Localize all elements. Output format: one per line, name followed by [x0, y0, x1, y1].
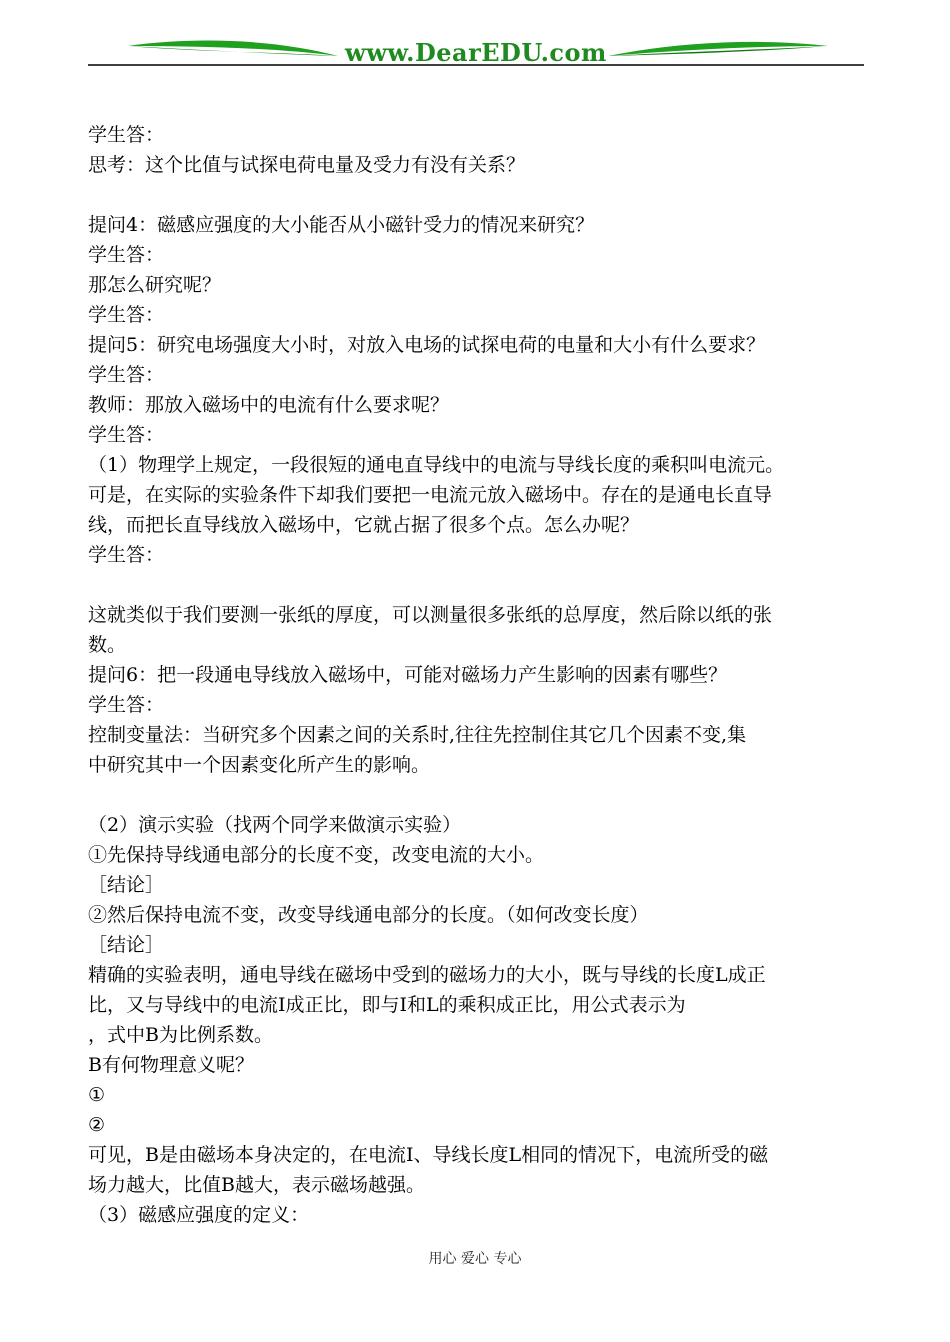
text-line: 数。: [88, 634, 127, 656]
text-line: （2）演示实验（找两个同学来做演示实验）: [88, 814, 462, 836]
text-line: ，式中B为比例系数。: [88, 1024, 273, 1046]
text-line: 中研究其中一个因素变化所产生的影响。: [88, 754, 431, 776]
text-line: 学生答：: [88, 124, 165, 146]
text-line: 学生答：: [88, 244, 165, 266]
text-line: 控制变量法：当研究多个因素之间的关系时,往往先控制住其它几个因素不变,集: [88, 724, 747, 746]
text-line: ①先保持导线通电部分的长度不变，改变电流的大小。: [88, 844, 545, 866]
text-line: ［结论］: [88, 934, 165, 956]
text-line: 这就类似于我们要测一张纸的厚度，可以测量很多张纸的总厚度，然后除以纸的张: [88, 604, 773, 626]
text-line: 提问6：把一段通电导线放入磁场中，可能对磁场力产生影响的因素有哪些？: [88, 664, 728, 686]
site-logo-text: www.DearEDU.com: [345, 38, 607, 67]
text-line: 可见，B是由磁场本身决定的，在电流I、导线长度L相同的情况下，电流所受的磁: [88, 1144, 769, 1166]
text-line: 学生答：: [88, 694, 165, 716]
text-line: 学生答：: [88, 364, 165, 386]
text-line: ②然后保持电流不变，改变导线通电部分的长度。（如何改变长度）: [88, 904, 649, 926]
text-line: 教师：那放入磁场中的电流有什么要求呢？: [88, 394, 450, 416]
page-footer: 用心 爱心 专心: [428, 1251, 522, 1267]
document-body: [88, 120, 866, 1230]
text-line: 提问5：研究电场强度大小时，对放入电场的试探电荷的电量和大小有什么要求？: [88, 334, 766, 356]
page-header: [88, 34, 864, 70]
text-line: ①: [88, 1084, 106, 1106]
text-line: 那怎么研究呢？: [88, 274, 222, 296]
text-line: 提问4：磁感应强度的大小能否从小磁针受力的情况来研究？: [88, 214, 595, 236]
blank-line: [88, 780, 866, 810]
text-line: 学生答：: [88, 544, 165, 566]
text-line: 可是，在实际的实验条件下却我们要把一电流元放入磁场中。存在的是通电长直导: [88, 484, 773, 506]
text-line: （1）物理学上规定，一段很短的通电直导线中的电流与导线长度的乘积叫电流元。: [88, 454, 785, 476]
blank-line: [88, 570, 866, 600]
text-line: 学生答：: [88, 304, 165, 326]
text-line: （3）磁感应强度的定义：: [88, 1204, 310, 1226]
text-line: ②: [88, 1114, 106, 1136]
text-line: 思考：这个比值与试探电荷电量及受力有没有关系？: [88, 154, 526, 176]
text-line: 场力越大，比值B越大，表示磁场越强。: [88, 1174, 425, 1196]
text-line: ［结论］: [88, 874, 165, 896]
text-line: B有何物理意义呢？: [88, 1054, 254, 1076]
blank-line: [88, 180, 866, 210]
text-line: 线，而把长直导线放入磁场中，它就占据了很多个点。怎么办呢？: [88, 514, 640, 536]
text-line: 精确的实验表明，通电导线在磁场中受到的磁场力的大小，既与导线的长度L成正: [88, 964, 766, 986]
text-line: 学生答：: [88, 424, 165, 446]
text-line: 比，又与导线中的电流I成正比，即与I和L的乘积成正比，用公式表示为: [88, 994, 686, 1016]
